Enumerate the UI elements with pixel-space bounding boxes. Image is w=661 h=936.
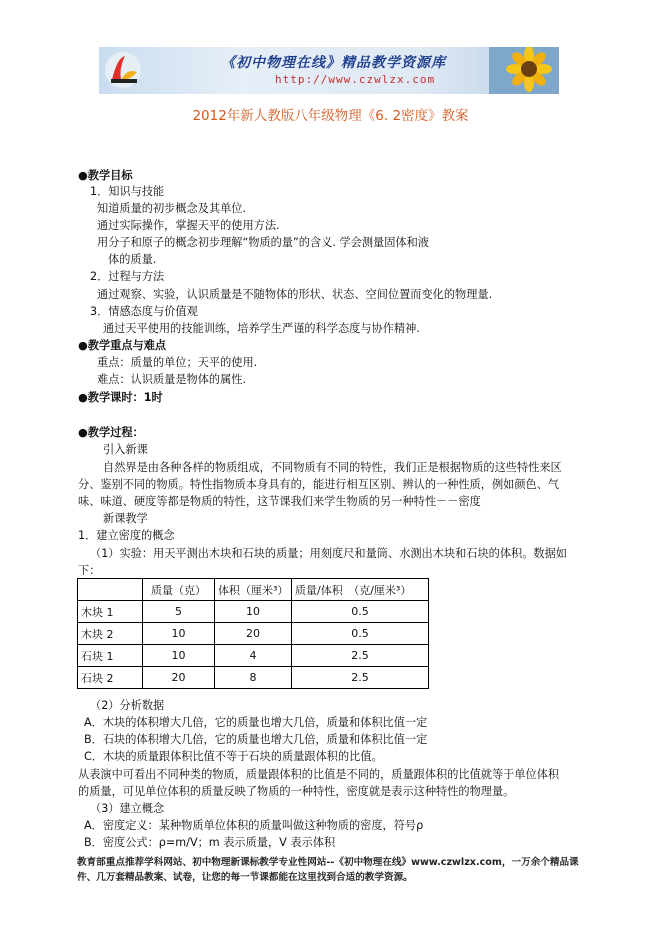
document-title: 2012年新人教版八年级物理《6. 2密度》教案	[192, 108, 469, 124]
goal-process-heading: 2．过程与方法	[90, 270, 165, 283]
table-header-cell: 质量（克）	[143, 579, 215, 601]
step-heading: 1．建立密度的概念	[78, 529, 175, 542]
goal-attitude-heading: 3．情感态度与价值观	[90, 305, 198, 318]
text-line: 通过观察、实验，认识质量是不随物体的形状、状态、空间位置而变化的物理量.	[97, 288, 493, 301]
table-header-row	[78, 579, 429, 601]
table-cell: 2.5	[292, 667, 429, 689]
table-cell: 0.5	[292, 601, 429, 623]
table-header-cell: 质量/体积 （克/厘米³）	[292, 579, 429, 601]
text-line: 从表演中可看出不同种类的物质，质量跟体积的比值是不同的，质量跟体积的比值就等于单位体积	[78, 768, 560, 781]
sunflower-icon	[489, 47, 559, 94]
table-cell: 20	[215, 623, 292, 645]
text-line: 下：	[78, 564, 101, 577]
section-process: ●教学过程：	[78, 426, 144, 439]
text-line: 分、鉴别不同的物质。特性指物质本身具有的，能进行相互区别、辨认的一种性质，例如颜色、气	[78, 478, 560, 491]
table-row	[78, 623, 429, 645]
text-line: 味、味道、硬度等都是物质的特性，这节课我们来学生物质的另一种特性－－密度	[78, 495, 481, 508]
step-heading: （2）分析数据	[90, 699, 165, 712]
text-line: 难点：认识质量是物体的属性.	[97, 373, 246, 386]
text-line: 知道质量的初步概念及其单位.	[97, 202, 246, 215]
text-line: A．密度定义：某种物质单位体积的质量叫做这种物质的密度，符号ρ	[84, 819, 424, 832]
text-line: 自然界是由各种各样的物质组成，不同物质有不同的特性，我们正是根据物质的这些特性来区	[103, 461, 562, 474]
page-footer: 教育部重点推荐学科网站、初中物理新课标教学专业性网站--《初中物理在线》www.czwlzx.com，一万余个精品课件、几万套精品教案、试卷，让您的每一节课都能在这里找到合适的教学资源。	[77, 857, 579, 883]
table-header-cell	[78, 579, 143, 601]
goal-knowledge-heading: 1．知识与技能	[90, 185, 165, 198]
section-teaching-goals: ●教学目标	[78, 169, 133, 182]
subheading-intro: 引入新课	[103, 443, 148, 456]
text-line: （1）实验：用天平测出木块和石块的质量；用刻度尺和量筒、水测出木块和石块的体积。数据如	[90, 547, 567, 560]
table-row	[78, 667, 429, 689]
table-cell: 石块 2	[78, 667, 143, 689]
header-banner	[99, 47, 559, 94]
text-line: 通过实际操作，掌握天平的使用方法.	[97, 219, 280, 232]
table-cell: 4	[215, 645, 292, 667]
text-line: 通过天平使用的技能训练，培养学生严谨的科学态度与协作精神.	[103, 322, 420, 335]
text-line: A．木块的体积增大几倍，它的质量也增大几倍，质量和体积比值一定	[84, 716, 428, 729]
table-row	[78, 645, 429, 667]
text-line: B．密度公式：ρ=m/V；m 表示质量，V 表示体积	[84, 836, 336, 849]
table-header-cell: 体积（厘米³）	[215, 579, 292, 601]
table-cell: 木块 2	[78, 623, 143, 645]
text-line: 体的质量.	[108, 253, 157, 266]
table-cell: 8	[215, 667, 292, 689]
table-cell: 10	[143, 623, 215, 645]
table-cell: 10	[143, 645, 215, 667]
table-cell: 0.5	[292, 623, 429, 645]
banner-title: 《初中物理在线》精品教学资源库	[221, 55, 446, 71]
section-key-points: ●教学重点与难点	[78, 339, 167, 352]
table-cell: 石块 1	[78, 645, 143, 667]
section-hours: ●教学课时：1时	[78, 391, 163, 404]
text-line: 重点：质量的单位；天平的使用.	[97, 356, 258, 369]
table-cell: 2.5	[292, 645, 429, 667]
text-line: 用分子和原子的概念初步理解“物质的量”的含义. 学会测量固体和液	[97, 236, 429, 249]
table-row	[78, 601, 429, 623]
text-line: B．石块的体积增大几倍，它的质量也增大几倍，质量和体积比值一定	[84, 733, 428, 746]
banner-url[interactable]: http://www.czwlzx.com	[275, 73, 436, 86]
table-cell: 木块 1	[78, 601, 143, 623]
text-line: C．木块的质量跟体积比值不等于石块的质量跟体积的比值。	[84, 750, 383, 763]
site-logo-icon	[103, 50, 143, 90]
table-cell: 20	[143, 667, 215, 689]
table-cell: 10	[215, 601, 292, 623]
table-cell: 5	[143, 601, 215, 623]
data-table	[77, 578, 429, 689]
text-line: 的质量，可见单位体积的质量反映了物质的一种特性，密度就是表示这种特性的物理量。	[78, 785, 515, 798]
step-heading: （3）建立概念	[90, 802, 165, 815]
subheading-new-lesson: 新课教学	[103, 512, 148, 525]
